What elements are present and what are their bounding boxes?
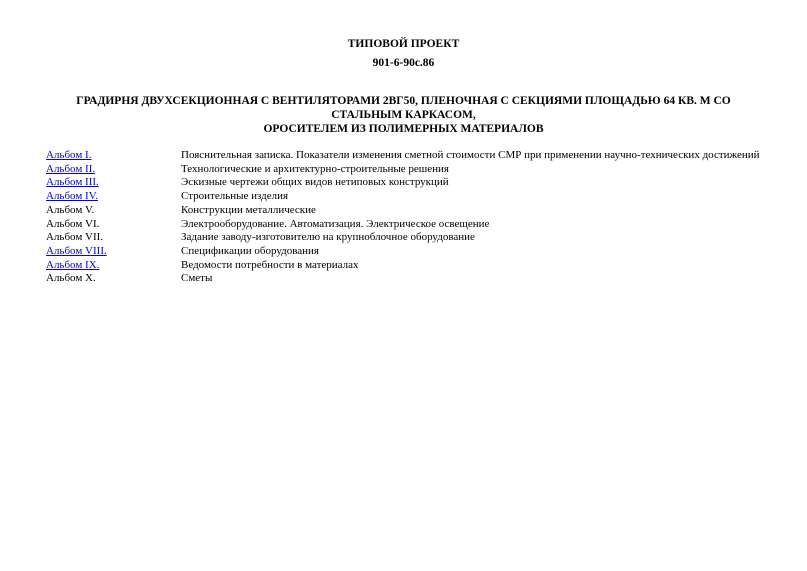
album-row xyxy=(46,272,762,286)
album-link[interactable]: Альбом IX. xyxy=(46,258,100,271)
album-link[interactable]: Альбом III. xyxy=(46,176,99,189)
album-description: Пояснительная записка. Показатели изменения сметной стоимости СМР при применении научно-технических достижений xyxy=(181,149,760,161)
album-description: Конструкции металлические xyxy=(181,203,316,216)
album-list xyxy=(46,149,762,286)
album-row xyxy=(46,259,762,273)
album-link[interactable]: Альбом IV. xyxy=(46,190,98,203)
album-name: Альбом VI. xyxy=(46,217,100,230)
project-description-heading xyxy=(40,94,767,136)
project-description-line-1: ГРАДИРНЯ ДВУХСЕКЦИОННАЯ С ВЕНТИЛЯТОРАМИ 2ВГ50, ПЛЕНОЧНАЯ С СЕКЦИЯМИ ПЛОЩАДЬЮ 64 КВ. М СО СТАЛЬНЫМ КАРКАСОМ, xyxy=(76,95,731,121)
album-row xyxy=(46,163,762,177)
album-description: Электрооборудование. Автоматизация. Электрическое освещение xyxy=(181,217,490,230)
album-description: Ведомости потребности в материалах xyxy=(181,258,359,271)
album-description: Задание заводу-изготовителю на крупноблочное оборудование xyxy=(181,231,475,244)
project-type-heading: ТИПОВОЙ ПРОЕКТ xyxy=(347,38,460,50)
album-name: Альбом X. xyxy=(46,272,96,285)
album-row xyxy=(46,176,762,190)
album-description: Технологические и архитектурно-строительные решения xyxy=(181,162,449,175)
album-link[interactable]: Альбом II. xyxy=(46,162,96,175)
album-description: Эскизные чертежи общих видов нетиповых конструкций xyxy=(181,176,449,189)
album-name: Альбом V. xyxy=(46,203,95,216)
album-description: Спецификации оборудования xyxy=(181,244,319,257)
album-row xyxy=(46,231,762,245)
album-row xyxy=(46,245,762,259)
album-row xyxy=(46,204,762,218)
album-row xyxy=(46,190,762,204)
album-link[interactable]: Альбом VIII. xyxy=(46,244,107,257)
project-code-heading: 901-6-90с.86 xyxy=(372,57,435,69)
album-description: Строительные изделия xyxy=(181,190,289,203)
album-name: Альбом VII. xyxy=(46,231,104,244)
album-row xyxy=(46,218,762,232)
album-link[interactable]: Альбом I. xyxy=(46,149,92,161)
album-row xyxy=(46,149,762,163)
project-description-line-2: ОРОСИТЕЛЕМ ИЗ ПОЛИМЕРНЫХ МАТЕРИАЛОВ xyxy=(263,123,544,135)
album-description: Сметы xyxy=(181,272,213,285)
